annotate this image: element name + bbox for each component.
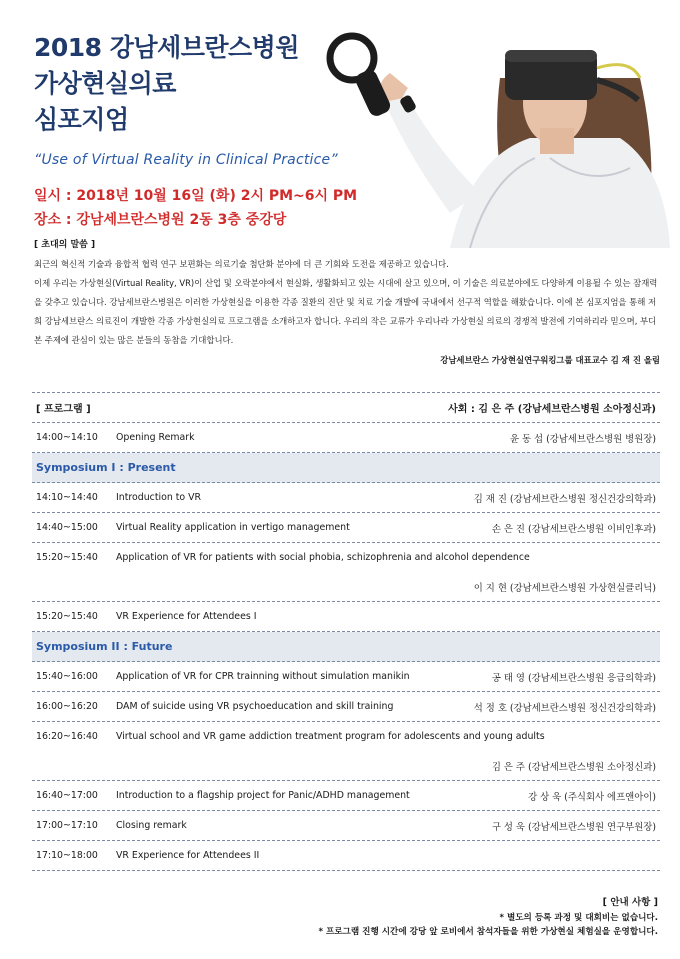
row-time: 17:10~18:00 bbox=[36, 850, 98, 861]
row-talk: Introduction to a flagship project for Panic/ADHD management bbox=[116, 790, 410, 801]
row-time: 14:10~14:40 bbox=[36, 492, 98, 503]
title-line-3: 심포지엄 bbox=[34, 105, 129, 134]
program-host: 사회 : 김 은 주 (강남세브란스병원 소아정신과) bbox=[448, 404, 656, 415]
row-speaker: 강 상 욱 (주식회사 에프앤아이) bbox=[528, 791, 656, 803]
row-speaker: 윤 동 섭 (강남세브란스병원 병원장) bbox=[509, 433, 656, 445]
row-speaker: 손 은 진 (강남세브란스병원 이비인후과) bbox=[491, 523, 656, 535]
row-speaker: 공 태 영 (강남세브란스병원 응급의학과) bbox=[491, 672, 656, 684]
row-time: 15:40~16:00 bbox=[36, 671, 98, 682]
row-speaker: 석 정 호 (강남세브란스병원 정신건강의학과) bbox=[473, 702, 656, 714]
program-header-row bbox=[32, 392, 660, 423]
row-talk: Closing remark bbox=[116, 820, 187, 831]
row-talk: VR Experience for Attendees I bbox=[116, 611, 257, 622]
row-speaker: 구 성 욱 (강남세브란스병원 연구부원장) bbox=[491, 821, 656, 833]
row-time: 16:40~17:00 bbox=[36, 790, 98, 801]
title-line-2: 가상현실의료 bbox=[34, 69, 176, 98]
greeting-heading: [ 초대의 말씀 ] bbox=[34, 240, 96, 250]
note-1: * 별도의 등록 과정 및 대회비는 없습니다. bbox=[499, 913, 658, 923]
table-row bbox=[32, 811, 660, 841]
table-row bbox=[32, 692, 660, 722]
table-row bbox=[32, 722, 660, 781]
program-heading: [ 프로그램 ] bbox=[36, 404, 91, 415]
row-talk: Virtual Reality application in vertigo management bbox=[116, 522, 350, 533]
table-row bbox=[32, 602, 660, 632]
table-row bbox=[32, 781, 660, 811]
greeting-section bbox=[34, 236, 660, 370]
row-time: 14:00~14:10 bbox=[36, 432, 98, 443]
vr-headset-photo bbox=[300, 8, 670, 248]
table-row bbox=[32, 543, 660, 602]
row-talk: VR Experience for Attendees II bbox=[116, 850, 260, 861]
row-talk: Application of VR for CPR trainning without simulation manikin bbox=[116, 671, 410, 682]
subtitle: “Use of Virtual Reality in Clinical Practice” bbox=[34, 152, 338, 168]
table-row bbox=[32, 483, 660, 513]
notes-section bbox=[318, 896, 658, 939]
row-talk: Introduction to VR bbox=[116, 492, 202, 503]
row-speaker: 김 은 주 (강남세브란스병원 소아정신과) bbox=[491, 761, 656, 773]
row-time: 17:00~17:10 bbox=[36, 820, 98, 831]
row-speaker: 김 재 진 (강남세브란스병원 정신건강의학과) bbox=[473, 493, 656, 505]
row-time: 16:20~16:40 bbox=[36, 731, 98, 742]
row-talk: Virtual school and VR game addiction treatment program for adolescents and young adults bbox=[116, 731, 545, 742]
woman-with-vr-headset-illustration bbox=[300, 8, 670, 248]
row-talk: DAM of suicide using VR psychoeducation and skill training bbox=[116, 701, 394, 712]
event-date: 일시 : 2018년 10월 16일 (화) 2시 PM~6시 PM bbox=[34, 188, 358, 204]
table-row bbox=[32, 513, 660, 543]
table-row bbox=[32, 423, 660, 453]
table-row bbox=[32, 841, 660, 871]
greeting-paragraph-2: 이제 우리는 가상현실(Virtual Reality, VR)이 산업 및 오락분야에서 현실화, 생활화되고 있는 시대에 살고 있으며, 이 기술은 의료분야에도 다양하게 이용될 수 있는 잠재력을 갖추고 있습니다. 강남세브란스병원은 이러한 가상현실을 이용한 각종 질환의 진단 및 치료 기술 개발에 국내에서 선구적 역할을 해왔습니다. 이에 본 심포지엄을 통해 저희 강남세브란스 의료진이 개발한 각종 가상현실의료 프로그램을 소개하고자 합니다. 우리의 작은 교류가 우리나라 가상현실 의료의 경쟁적 발전에 기여하리라 믿으며, 부디 본 주제에 관심이 있는 많은 분들의 동참을 기대합니다. bbox=[34, 278, 658, 345]
row-time: 16:00~16:20 bbox=[36, 701, 98, 712]
greeting-paragraph-1: 최근의 혁신적 기술과 융합적 협력 연구 보편화는 의료기술 첨단화 분야에 더 큰 기회와 도전을 제공하고 있습니다. bbox=[34, 259, 449, 269]
note-2: * 프로그램 진행 시간에 강당 앞 로비에서 참석자들을 위한 가상현실 체험실을 운영합니다. bbox=[318, 927, 658, 937]
row-talk: Application of VR for patients with social phobia, schizophrenia and alcohol dependence bbox=[116, 552, 530, 563]
row-time: 14:40~15:00 bbox=[36, 522, 98, 533]
symposium-1-title: Symposium I : Present bbox=[36, 461, 176, 474]
event-place: 장소 : 강남세브란스병원 2동 3층 중강당 bbox=[34, 212, 287, 228]
row-time: 15:20~15:40 bbox=[36, 611, 98, 622]
notes-heading: [ 안내 사항 ] bbox=[602, 897, 658, 908]
symposium-2-title: Symposium II : Future bbox=[36, 640, 173, 653]
symposium-2-header bbox=[32, 632, 660, 662]
program-table bbox=[32, 392, 660, 871]
symposium-1-header bbox=[32, 453, 660, 483]
title-line-1: 2018 강남세브란스병원 bbox=[34, 33, 299, 62]
table-row bbox=[32, 662, 660, 692]
greeting-signature: 강남세브란스 가상현실연구워킹그룹 대표교수 김 재 진 올림 bbox=[440, 355, 660, 365]
row-speaker: 이 지 현 (강남세브란스병원 가상현실클리닉) bbox=[473, 582, 656, 594]
row-talk: Opening Remark bbox=[116, 432, 195, 443]
row-time: 15:20~15:40 bbox=[36, 552, 98, 563]
